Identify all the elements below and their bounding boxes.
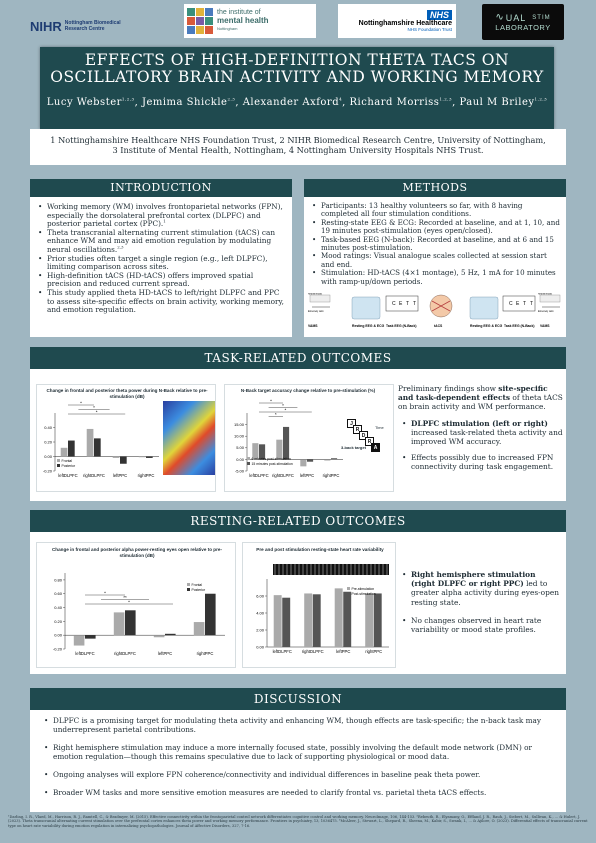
- bar: [87, 429, 94, 457]
- resting-findings: [402, 570, 562, 634]
- nhs-sub: NHS Foundation Trust: [407, 27, 452, 32]
- fig-theta-power: [36, 384, 216, 492]
- nhs-badge: NHS: [427, 10, 452, 20]
- significance-marker: *: [274, 411, 277, 417]
- y-tick-label: -0.20: [52, 646, 62, 652]
- nback-letter: T: [523, 301, 527, 307]
- introduction-bullet: • Working memory (WM) involves frontoparietal networks (FPN), especially the dorsolateral prefrontal cortex (DLPFC) and posterior parietal cortex (PPC).$^1$: [38, 203, 286, 229]
- y-tick-label: 0.00: [44, 453, 52, 459]
- bar: [146, 457, 153, 458]
- fig-alpha-power: [36, 542, 236, 668]
- significance-marker: *: [284, 407, 287, 413]
- discussion-heading: DISCUSSION: [30, 688, 566, 710]
- resting-finding-2: • No changes observed in heart rate variability or mood state profiles.: [402, 616, 562, 634]
- bar: [283, 427, 289, 459]
- x-tick-label: rightPPC: [137, 473, 155, 478]
- methods-bullet: • Task-based EEG (N-back): Recorded at baseline, and at 6 and 15 minutes post-stimulation.: [312, 236, 560, 253]
- imh-logo: [184, 4, 316, 38]
- legend-swatch: [57, 459, 60, 462]
- title-banner: [40, 47, 554, 129]
- x-tick-label: leftDLPFC: [249, 473, 269, 478]
- legend-swatch: [347, 592, 350, 595]
- author-affiliation-mark: 1,2,3: [121, 96, 135, 102]
- fig-alpha-title: Change in frontal and posterior alpha power-resting eyes open relative to pre-stimulation (dB): [51, 547, 222, 558]
- nhs-org: Nottinghamshire Healthcare: [358, 20, 452, 27]
- dual-stim-wave-icon: ∿: [495, 12, 505, 23]
- x-tick-label: leftPPC: [157, 651, 173, 656]
- dual-l2: LABORATORY: [495, 23, 551, 32]
- y-tick-label: 15.00: [233, 422, 244, 427]
- x-tick-label: leftDLPFC: [58, 473, 78, 478]
- diagram-label: Resting EEG & ECG: [470, 324, 503, 328]
- nback-letter: E: [399, 301, 403, 307]
- bar: [114, 612, 125, 635]
- legend-label: Posterior: [191, 587, 206, 592]
- discussion-bullet: • Broader WM tasks and more sensitive emotion measures are needed to clarify frontal vs. parietal theta tACS effects.: [44, 788, 556, 797]
- legend-swatch: [247, 462, 250, 465]
- y-tick-label: 0.00: [256, 644, 264, 650]
- x-tick-label: rightDLPFC: [83, 473, 105, 478]
- legend-label: Frontal: [191, 582, 203, 587]
- bar: [113, 457, 120, 458]
- author-name: Richard Morriss: [349, 97, 440, 108]
- fig-theta-title: Change in frontal and posterior theta power during N-Back relative to pre-stimulation (dB): [46, 388, 208, 399]
- author-affiliation-mark: 2,3: [227, 96, 236, 102]
- legend-label: Pre-stimulation: [351, 586, 375, 591]
- y-tick-label: 0.60: [54, 591, 62, 597]
- diagram-label: Task EEG (N-Back): [386, 324, 417, 328]
- nback-letter-card: D: [359, 431, 368, 440]
- bar: [335, 588, 343, 647]
- poster-title-line2: OSCILLATORY BRAIN ACTIVITY AND WORKING MEMORY: [50, 68, 544, 86]
- imh-text2: mental health: [217, 16, 269, 25]
- y-tick-label: 0.00: [54, 632, 62, 638]
- significance-marker: *: [93, 404, 95, 410]
- x-tick-label: leftDLPFC: [75, 651, 95, 656]
- bar: [139, 457, 146, 458]
- task-findings-list: [398, 419, 564, 472]
- author-name: Lucy Webster: [46, 97, 122, 108]
- methods-bullet: • Stimulation: HD-tACS (4×1 montage), 5 Hz, 1 mA for 10 minutes with ramp-up/down periods.: [312, 269, 560, 286]
- legend-label: 6 minutes post-stimulation: [251, 456, 291, 461]
- diagram-label: Resting EEG & ECG: [352, 324, 385, 328]
- methods-list: [312, 202, 560, 286]
- discussion-bullet: • Right hemisphere stimulation may induce a more internally focused state, possibly involving the default mode network (DMN) or emotion regulation—though this remains speculative due to lack of supporting physiological or mood data.: [44, 743, 556, 761]
- x-tick-label: leftPPC: [299, 473, 315, 478]
- bar: [282, 598, 290, 647]
- task-outcomes-heading: TASK-RELATED OUTCOMES: [30, 347, 566, 369]
- legend-swatch: [347, 587, 350, 590]
- bar: [194, 622, 205, 635]
- legend-swatch: [187, 583, 190, 586]
- y-tick-label: 0.80: [54, 577, 62, 583]
- nihr-mark: NIHR: [30, 18, 62, 34]
- authors: Lucy Webster$^{1,2,3}$, Jemima Shickle$^{2,3}$, Alexander Axford$^4$, Richard Morriss$^{1,2,3}$, Paul M Briley$^{1,2,3}$: [46, 96, 548, 108]
- discussion-bullet: • DLPFC is a promising target for modulating theta activity and enhancing WM, though effects are task-specific; the n-back task may underrepresent parietal contributions.: [44, 716, 556, 734]
- y-tick-label: 0.20: [44, 439, 52, 445]
- bar: [324, 459, 330, 460]
- bar: [374, 593, 382, 647]
- bar: [304, 593, 312, 647]
- affiliations: 1 Nottinghamshire Healthcare NHS Foundation Trust, 2 NIHR Biomedical Research Centre, University of Nottingham, 3 Institute of Mental Health, Nottingham, 4 Nottingham University Hospitals NHS Trust.: [30, 129, 566, 165]
- bar: [205, 594, 216, 635]
- author-affiliation-mark: 4: [339, 96, 343, 102]
- legend-swatch: [187, 588, 190, 591]
- bar: [68, 441, 75, 457]
- nback-letter-card: J: [347, 419, 356, 428]
- nback-letter: T: [406, 301, 410, 307]
- y-tick-label: 10.00: [233, 433, 244, 439]
- vams-anchor-label: Neutral mood: [538, 293, 552, 296]
- discussion-bullet: • Ongoing analyses will explore FPN coherence/connectivity and individual differences in baseline peak theta power.: [44, 770, 556, 779]
- legend-swatch: [247, 457, 250, 460]
- bar: [331, 458, 337, 459]
- imh-text1: the institute of: [217, 9, 261, 16]
- nback-letter: T: [413, 301, 417, 307]
- nback-letter-card: A: [371, 443, 380, 452]
- y-tick-label: 6.00: [256, 593, 264, 599]
- vams-anchor-label: Extremely calm: [308, 311, 324, 313]
- nback-letter: C: [509, 301, 513, 307]
- bar: [154, 635, 165, 637]
- nback-time-label: Time: [375, 425, 384, 430]
- dual-l1a: UAL: [505, 12, 527, 23]
- nback-letter-card: R: [353, 425, 362, 434]
- y-tick-label: 0.20: [54, 618, 62, 624]
- bar: [165, 634, 176, 635]
- nback-letter: T: [530, 301, 534, 307]
- diagram-label: VAMS: [308, 324, 318, 328]
- task-intro-text: Preliminary findings show site-specific and task-dependent effects of theta tACS on brain activity and WM performance.: [398, 384, 563, 412]
- significance-marker: *: [282, 402, 284, 408]
- fig-nback-title: N-Back target accuracy change relative to pre-stimulation (%): [240, 388, 376, 393]
- x-tick-label: leftPPC: [336, 649, 351, 654]
- x-tick-label: leftPPC: [112, 473, 128, 478]
- resting-outcomes-heading: RESTING-RELATED OUTCOMES: [30, 510, 566, 532]
- x-tick-label: rightDLPFC: [114, 651, 136, 656]
- diagram-label: tACS: [434, 324, 443, 328]
- author-affiliation-mark: 1,2,3: [439, 96, 453, 102]
- nihr-text2: Research Centre: [64, 26, 105, 32]
- y-tick-label: 0.40: [54, 604, 62, 610]
- resting-finding-1: • Right hemisphere stimulation (right DLPFC or right PPC) led to greater alpha activity during eyes-open resting state.: [402, 570, 562, 607]
- y-tick-label: 5.00: [236, 445, 244, 451]
- author-name: Jemima Shickle: [141, 97, 228, 108]
- x-tick-label: rightPPC: [365, 649, 383, 654]
- alpha-power-chart: [37, 543, 237, 669]
- introduction-list: [38, 203, 286, 315]
- poster-title-line1: EFFECTS OF HIGH-DEFINITION THETA TACS ON: [84, 51, 510, 69]
- methods-bullet: • Mood ratings: Visual analogue scales collected at session start and end.: [312, 252, 560, 269]
- methods-heading: METHODS: [304, 179, 566, 197]
- introduction-heading: INTRODUCTION: [30, 179, 292, 197]
- bar: [61, 448, 68, 457]
- dual-stim-logo: [482, 4, 564, 40]
- bar: [307, 459, 313, 461]
- author-affiliation-mark: 1,2,3: [534, 96, 548, 102]
- imh-icon: [187, 8, 213, 34]
- bar: [274, 595, 282, 647]
- bar: [365, 593, 373, 647]
- y-tick-label: -0.20: [42, 468, 52, 474]
- bar: [85, 635, 96, 638]
- legend-label: Frontal: [61, 458, 73, 463]
- nhs-logo: [338, 4, 456, 38]
- y-tick-label: -5.00: [234, 468, 244, 474]
- nback-letter: E: [516, 301, 520, 307]
- legend-label: Post-stimulation: [351, 591, 376, 596]
- methods-bullet: • Participants: 13 healthy volunteers so far, with 8 having completed all four stimulation conditions.: [312, 202, 560, 219]
- vams-anchor-label: Neutral mood: [308, 293, 322, 296]
- references: ¹Darling, I. R., Vlaed, M., Harrison, R. J., Ramtell, C., & Bradmyer, M. (2015). Effective connectivity within the frontoparietal control network differentiates cognitive control and working memory. NeuroImage, 106, 144-153. ²Rebeuth, R., Elyamany, O., Effland, J. R., Rauh, J., Siebert, M., Sullivan, K., ... & Hulert, J. (2023). Theta transcranial alternating current stimulation over the prefrontal cortex enhances theta power and working memory performance. Frontiers in psychiatry, 13, 1036475. ³McAleer, J., Stewart, L., Shepard, R., Sheena, M., Kabir, S., Swank, I., ... & Ajilore, O. (2023). Differential effects of transcranial current type on heart rate variability during emotion regulation in internalizing psychopathologies. Journal of Affective Disorders, 327, 7-16.: [8, 815, 588, 828]
- task-finding-1: • DLPFC stimulation (left or right) increased task-related theta activity and improved WM accuracy.: [402, 419, 564, 447]
- hrv-chart: [243, 543, 397, 669]
- citation-mark: 1: [163, 218, 166, 224]
- bar: [313, 594, 321, 647]
- nihr-logo: [30, 8, 150, 44]
- y-tick-label: 0.00: [236, 456, 244, 462]
- x-tick-label: rightDLPFC: [301, 649, 324, 654]
- methods-diagram: [306, 293, 564, 333]
- author-name: Alexander Axford: [242, 97, 340, 108]
- nback-letter-card: R: [365, 437, 374, 446]
- significance-marker: *: [95, 409, 98, 415]
- diagram-label: VAMS: [540, 324, 550, 328]
- fig-nback-accuracy: [224, 384, 394, 492]
- task-finding-2: • Effects possibly due to increased FPN connectivity during task engagement.: [402, 453, 564, 471]
- bar: [300, 459, 306, 466]
- significance-marker: *: [128, 599, 130, 605]
- y-tick-label: 4.00: [256, 610, 264, 616]
- significance-marker: *: [80, 400, 82, 406]
- introduction-bullet: • This study applied theta HD-tACS to left/right DLPFC and PPC to assess site-specific effects on brain activity, working memory, and emotion regulation.: [38, 289, 286, 315]
- x-tick-label: rightDLPFC: [272, 473, 294, 478]
- vams-anchor-label: Extremely calm: [538, 311, 554, 313]
- fig-hrv-title: Pre and post stimulation resting-state heart rate variability: [256, 547, 384, 552]
- significance-marker: *: [270, 398, 272, 404]
- y-tick-label: 0.40: [44, 424, 52, 430]
- bar: [94, 438, 101, 456]
- theta-topo-maps: [163, 401, 215, 475]
- bar: [125, 610, 136, 635]
- methods-bullet: • Resting-state EEG & ECG: Recorded at baseline, and at 1, 10, and 19 minutes post-stimulation (eyes open/closed).: [312, 219, 560, 236]
- introduction-bullet: • High-definition tACS (HD-tACS) offers improved spatial precision and reduced current spread.: [38, 272, 286, 289]
- legend-label: Posterior: [61, 463, 76, 468]
- citation-mark: 2,3: [117, 244, 124, 250]
- dual-l1b: STIM: [532, 14, 551, 21]
- author-name: Paul M Briley: [459, 97, 535, 108]
- introduction-bullet: • Theta transcranial alternating current stimulation (tACS) can enhance WM and may aid emotion regulation by modulating neural oscillations.$^{2,3}$: [38, 229, 286, 255]
- legend-swatch: [57, 464, 60, 467]
- legend-label: 15 minutes post-stimulation: [251, 461, 293, 466]
- hrv-trace: [273, 564, 389, 575]
- nback-task-illustration: [341, 419, 391, 463]
- task-findings: [398, 384, 564, 472]
- bar: [74, 635, 85, 645]
- bar: [343, 592, 351, 647]
- imh-text3: Nottingham: [217, 26, 238, 31]
- discussion-panel: [30, 710, 566, 812]
- x-tick-label: rightPPC: [196, 651, 214, 656]
- x-tick-label: rightPPC: [322, 473, 340, 478]
- x-tick-label: leftDLPFC: [272, 649, 292, 654]
- significance-marker: *: [104, 590, 106, 596]
- methods-diagram-svg: [306, 293, 564, 333]
- methods-panel: [304, 197, 566, 337]
- nback-target-label: 3-back target: [341, 445, 366, 450]
- introduction-bullet: • Prior studies often target a single region (e.g., left DLPFC), limiting comparison across sites.: [38, 255, 286, 272]
- diagram-label: Task EEG (N-Back): [504, 324, 535, 328]
- discussion-list: [44, 716, 556, 797]
- bar: [120, 457, 127, 464]
- fig-hrv: [242, 542, 396, 668]
- nback-letter: C: [392, 301, 396, 307]
- introduction-panel: [30, 197, 292, 337]
- nihr-text1: Nottingham Biomedical: [64, 20, 121, 26]
- resting-findings-list: [402, 570, 562, 634]
- significance-marker: **: [123, 594, 127, 600]
- y-tick-label: 2.00: [256, 627, 264, 633]
